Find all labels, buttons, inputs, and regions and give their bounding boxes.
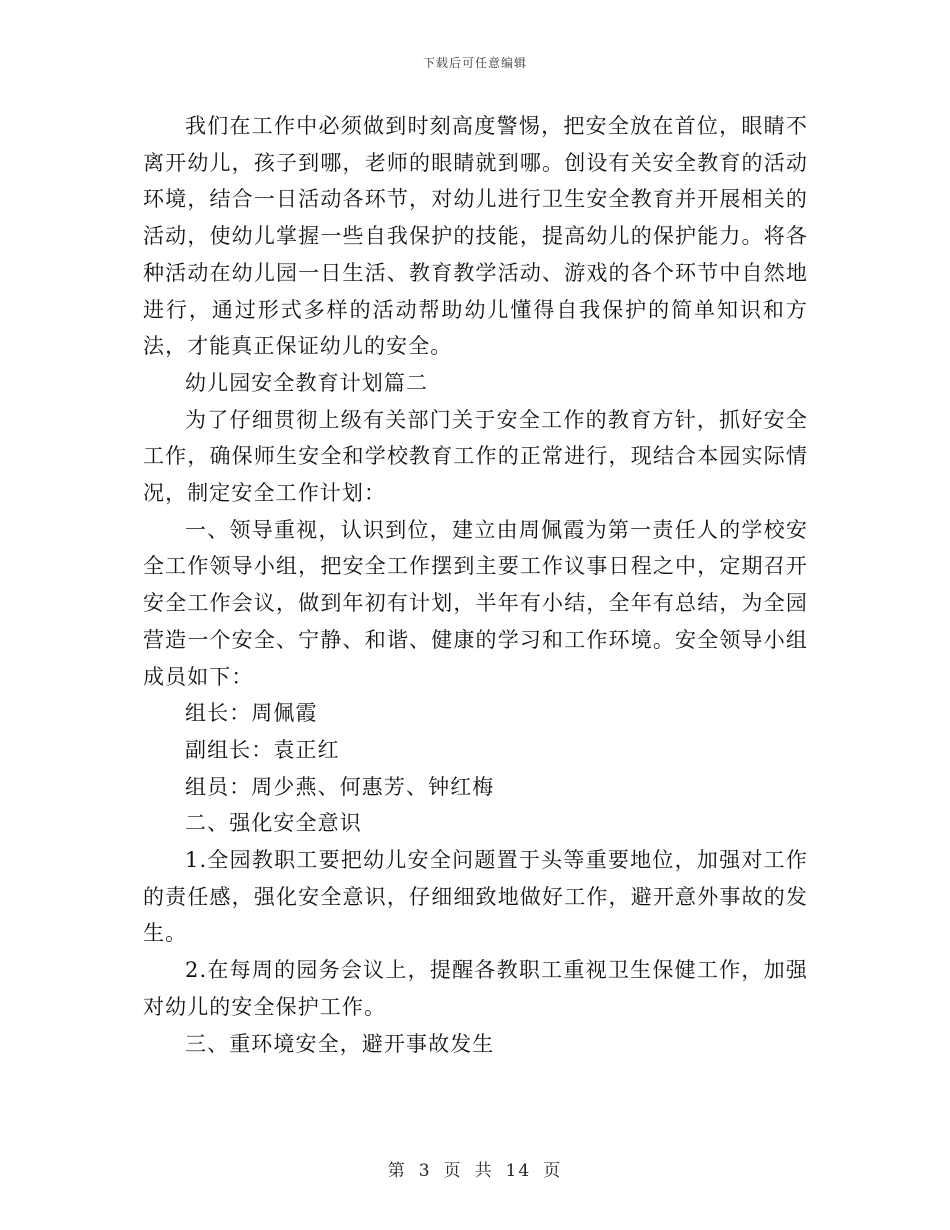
paragraph-plan-intro: 为了仔细贯彻上级有关部门关于安全工作的教育方针，抓好安全工作，确保师生安全和学校教育工作的正常进行，现结合本园实际情况，制定安全工作计划： bbox=[143, 407, 808, 506]
paragraph-safety-vigilance: 我们在工作中必须做到时刻高度警惕，把安全放在首位，眼睛不离开幼儿，孩子到哪，老师的眼睛就到哪。创设有关安全教育的活动环境，结合一日活动各环节，对幼儿进行卫生安全教育并开展相关的活动，使幼儿掌握一些自我保护的技能，提高幼儿的保护能力。将各种活动在幼儿园一日生活、教育教学活动、游戏的各个环节中自然地进行，通过形式多样的活动帮助幼儿懂得自我保护的简单知识和方法，才能真正保证幼儿的安全。 bbox=[143, 114, 808, 359]
heading-environment-safety: 三、重环境安全，避开事故发生 bbox=[185, 1031, 495, 1056]
heading-strengthen-awareness: 二、强化安全意识 bbox=[185, 811, 362, 836]
group-members: 组员：周少燕、何惠芳、钟红梅 bbox=[185, 774, 495, 799]
deputy-group-leader: 副组长：袁正红 bbox=[185, 737, 340, 762]
footer-total-pages: 14 bbox=[505, 1161, 532, 1181]
list-item-1: 1.全园教职工要把幼儿安全问题置于头等重要地位，加强对工作的责任感，强化安全意识，仔细细致地做好工作，避开意外事故的发生。 bbox=[143, 848, 808, 946]
header-note: 下载后可任意编辑 bbox=[422, 56, 527, 70]
document-body bbox=[143, 108, 808, 1062]
footer-total-label: 共 bbox=[474, 1161, 494, 1181]
footer-prefix: 第 bbox=[387, 1161, 407, 1181]
list-item-2: 2.在每周的园务会议上，提醒各教职工重视卫生保健工作，加强对幼儿的安全保护工作。 bbox=[143, 958, 808, 1019]
paragraph-leadership: 一、领导重视，认识到位，建立由周佩霞为第一责任人的学校安全工作领导小组，把安全工作摆到主要工作议事日程之中，定期召开安全工作会议，做到年初有计划，半年有小结，全年有总结，为全园营造一个安全、宁静、和谐、健康的学习和工作环境。安全领导小组成员如下： bbox=[143, 517, 808, 689]
section-title-plan-two: 幼儿园安全教育计划篇二 bbox=[185, 370, 429, 395]
footer-suffix: 页 bbox=[543, 1161, 563, 1181]
page-footer bbox=[0, 1156, 950, 1181]
footer-current-page: 3 bbox=[418, 1161, 432, 1181]
group-leader: 组长：周佩霞 bbox=[185, 701, 318, 726]
footer-page-word: 页 bbox=[443, 1161, 463, 1181]
